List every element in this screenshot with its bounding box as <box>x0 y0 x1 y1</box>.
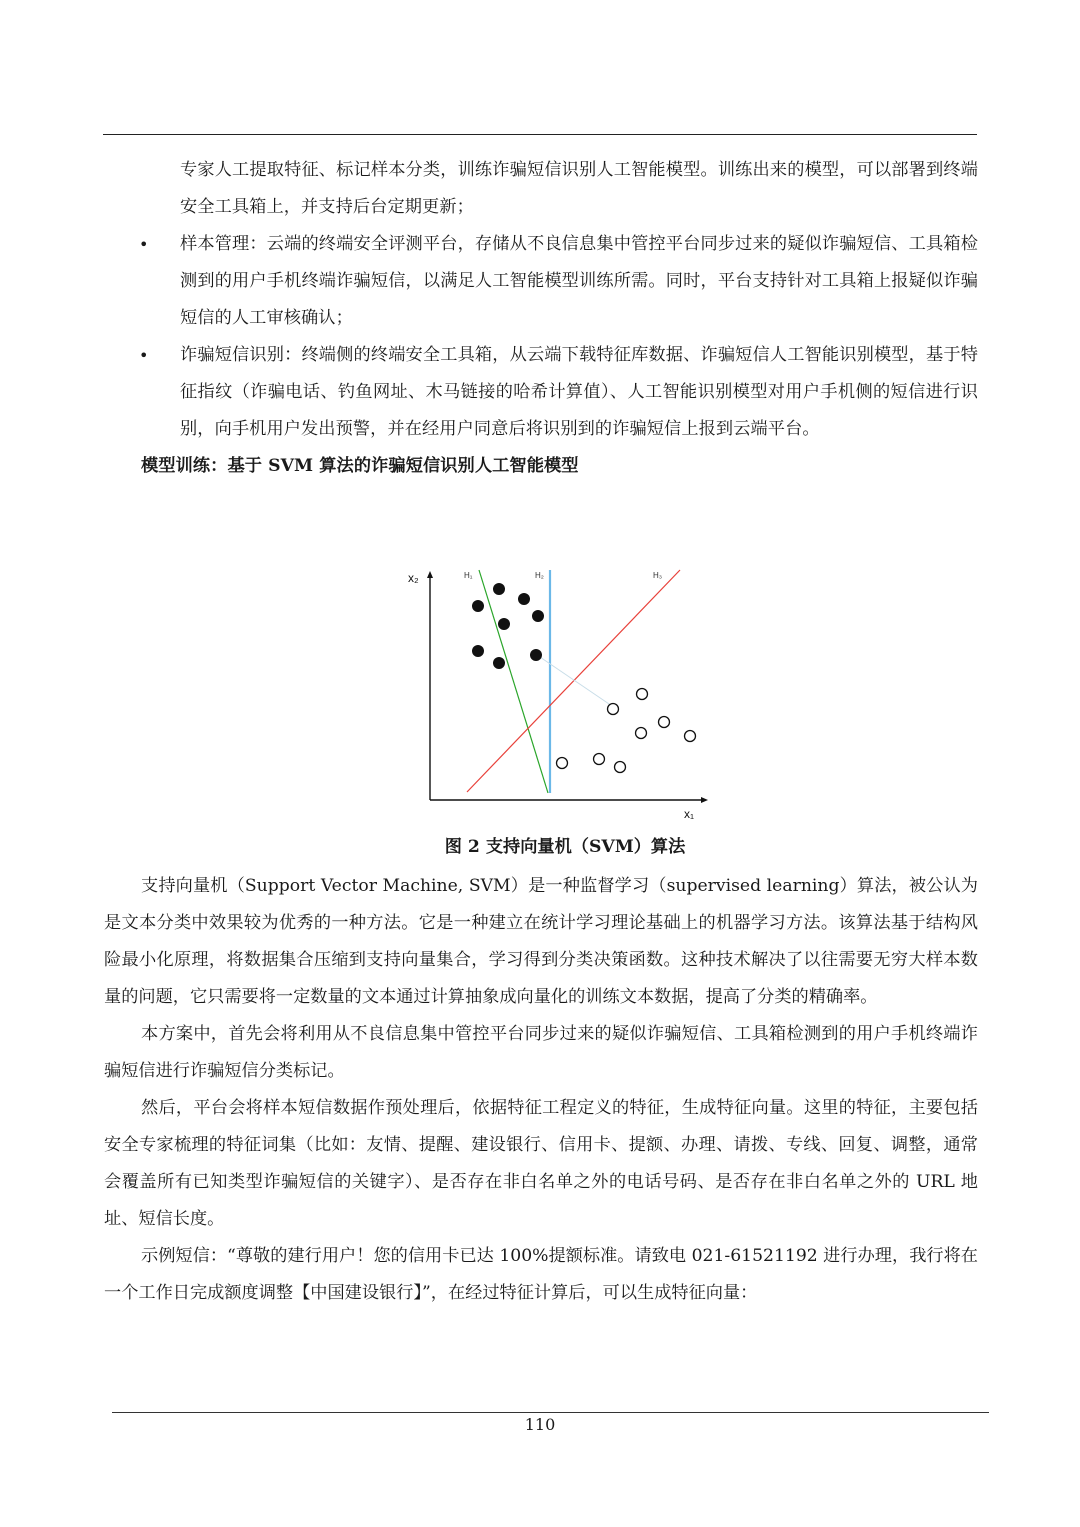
section-heading: 模型训练：基于 SVM 算法的诈骗短信识别人工智能模型 <box>141 456 579 476</box>
h3-label: H₃ <box>653 571 663 580</box>
paragraph-scheme: 本方案中，首先会将利用从不良信息集中管控平台同步过来的疑似诈骗短信、工具箱检测到的用户手机终端诈骗短信进行诈骗短信分类标记。 <box>104 1024 978 1081</box>
page-number: 110 <box>524 1415 556 1434</box>
filled-point <box>518 593 530 605</box>
svm-figure <box>396 556 716 826</box>
footer-rule <box>112 1412 989 1413</box>
filled-point <box>493 657 505 669</box>
body-text-block <box>104 868 978 1312</box>
svm-diagram <box>396 556 716 826</box>
filled-point <box>472 645 484 657</box>
hollow-point <box>636 728 647 739</box>
hollow-point <box>608 704 619 715</box>
paragraph-example-sms: 示例短信：“尊敬的建行用户！您的信用卡已达 100%提额标准。请致电 021-61521192 进行办理，我行将在一个工作日完成额度调整【中国建设银行】”，在经过特征计算后，可以生成特征向量： <box>104 1246 978 1303</box>
filled-point <box>493 583 505 595</box>
hollow-point <box>685 731 696 742</box>
paragraph-features: 然后，平台会将样本短信数据作预处理后，依据特征工程定义的特征，生成特征向量。这里的特征，主要包括安全专家梳理的特征词集（比如：友情、提醒、建设银行、信用卡、提额、办理、请拨、专线、回复、调整，通常会覆盖所有已知类型诈骗短信的关键字）、是否存在非白名单之外的电话号码、是否存在非白名单之外的 URL 地址、短信长度。 <box>104 1098 978 1229</box>
h3-line <box>467 570 680 792</box>
top-text-block <box>104 152 978 485</box>
hollow-point <box>615 762 626 773</box>
header-rule <box>103 134 977 135</box>
bullet-text: 样本管理：云端的终端安全评测平台，存储从不良信息集中管控平台同步过来的疑似诈骗短信、工具箱检测到的用户手机终端诈骗短信，以满足人工智能模型训练所需。同时，平台支持针对工具箱上报疑似诈骗短信的人工审核确认； <box>180 234 978 328</box>
h1-line <box>479 570 548 793</box>
x-axis-arrow-icon <box>701 797 708 803</box>
filled-point <box>472 600 484 612</box>
bullet-text: 诈骗短信识别：终端侧的终端安全工具箱，从云端下载特征库数据、诈骗短信人工智能识别模型，基于特征指纹（诈骗电话、钓鱼网址、木马链接的哈希计算值）、人工智能识别模型对用户手机侧的短信进行识别，向手机用户发出预警，并在经用户同意后将识别到的诈骗短信上报到云端平台。 <box>180 345 978 439</box>
hollow-point <box>659 717 670 728</box>
bullet-dot: • <box>139 346 149 365</box>
hollow-point <box>557 758 568 769</box>
y-axis-arrow-icon <box>427 571 433 578</box>
h1-label: H₁ <box>464 571 473 580</box>
class-a-points <box>472 583 544 669</box>
x-axis-label: x₁ <box>684 807 695 821</box>
hollow-point <box>594 754 605 765</box>
margin-line <box>537 655 612 706</box>
y-axis-label: x₂ <box>408 571 419 585</box>
bullet-fraud-sms-recognition <box>104 337 978 448</box>
bullet-sample-management <box>104 226 978 337</box>
filled-point <box>532 610 544 622</box>
filled-point <box>530 649 542 661</box>
h2-label: H₂ <box>535 571 544 580</box>
continued-paragraph: 专家人工提取特征、标记样本分类，训练诈骗短信识别人工智能模型。训练出来的模型，可以部署到终端安全工具箱上，并支持后台定期更新； <box>180 160 978 217</box>
bullet-dot: • <box>139 235 149 254</box>
figure-caption: 图 2 支持向量机（SVM）算法 <box>444 837 686 857</box>
hollow-point <box>637 689 648 700</box>
filled-point <box>498 618 510 630</box>
class-b-points <box>557 689 696 773</box>
paragraph-svm-intro: 支持向量机（Support Vector Machine, SVM）是一种监督学习（supervised learning）算法，被公认为是文本分类中效果较为优秀的一种方法。它是一种建立在统计学习理论基础上的机器学习方法。该算法基于结构风险最小化原理，将数据集合压缩到支持向量集合，学习得到分类决策函数。这种技术解决了以往需要无穷大样本数量的问题，它只需要将一定数量的文本通过计算抽象成向量化的训练文本数据，提高了分类的精确率。 <box>104 876 978 1007</box>
